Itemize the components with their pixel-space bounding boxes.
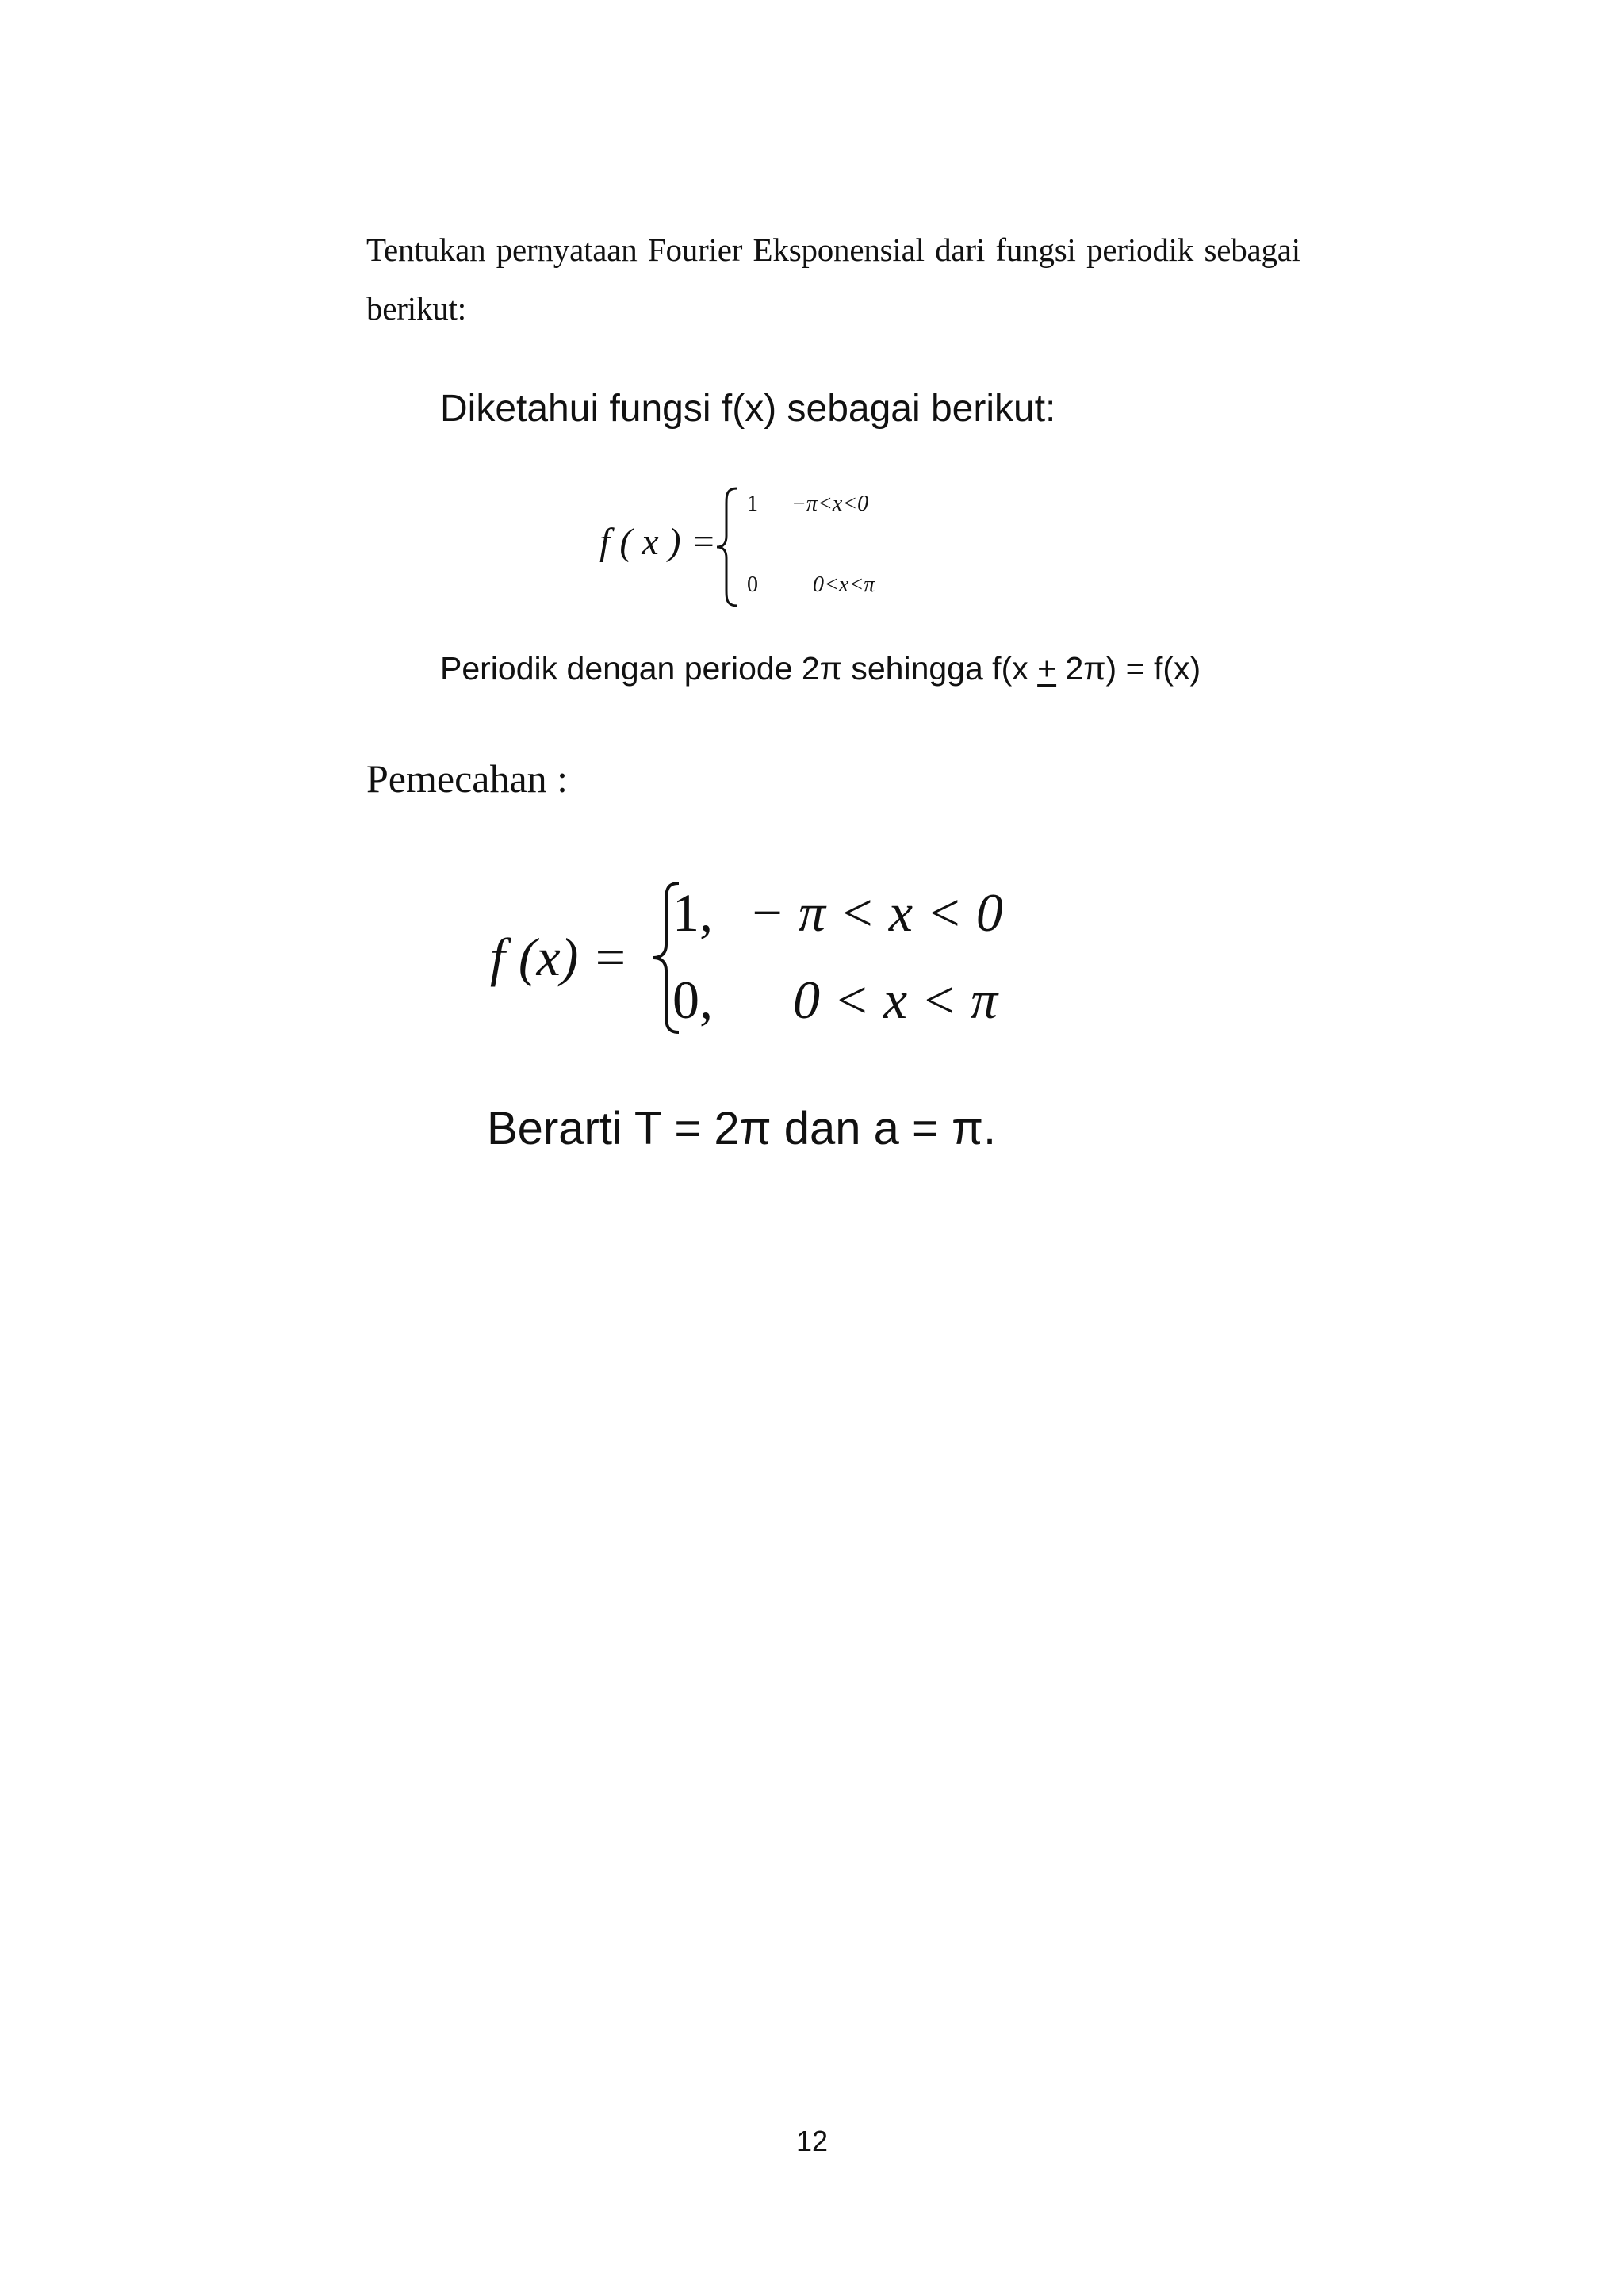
given-title: Diketahui fungsi f(x) sebagai berikut:: [440, 388, 1056, 430]
solution-equation-lhs: f (x) =: [490, 927, 629, 987]
given-case1-range: −π<x<0: [791, 492, 869, 516]
periodic-text-2: 2π) = f(x): [1056, 650, 1201, 687]
solution-case2-value: 0,: [672, 970, 713, 1030]
solution-label: Pemecahan :: [366, 756, 569, 801]
solution-case1-value: 1,: [672, 882, 713, 943]
solution-case1-range: − π < x < 0: [749, 882, 1003, 943]
given-equation-lhs: f ( x ) =: [599, 521, 716, 563]
given-case2-range: 0<x<π: [813, 572, 875, 597]
periodic-text-1: Periodik dengan periode 2π sehingga f(x: [440, 650, 1038, 687]
plus-minus-symbol: +: [1037, 650, 1057, 687]
periodic-statement: [440, 650, 1201, 687]
given-equation-brace: [714, 484, 741, 610]
conclusion-text: Berarti T = 2π dan a = π.: [487, 1103, 997, 1154]
given-case1-value: 1: [747, 492, 758, 516]
solution-case2-range: 0 < x < π: [793, 970, 998, 1030]
page-number: 12: [795, 2125, 829, 2157]
given-case2-value: 0: [747, 572, 758, 597]
intro-paragraph: Tentukan pernyataan Fourier Eksponensial dari fungsi periodik sebagai berikut:: [366, 232, 1300, 327]
